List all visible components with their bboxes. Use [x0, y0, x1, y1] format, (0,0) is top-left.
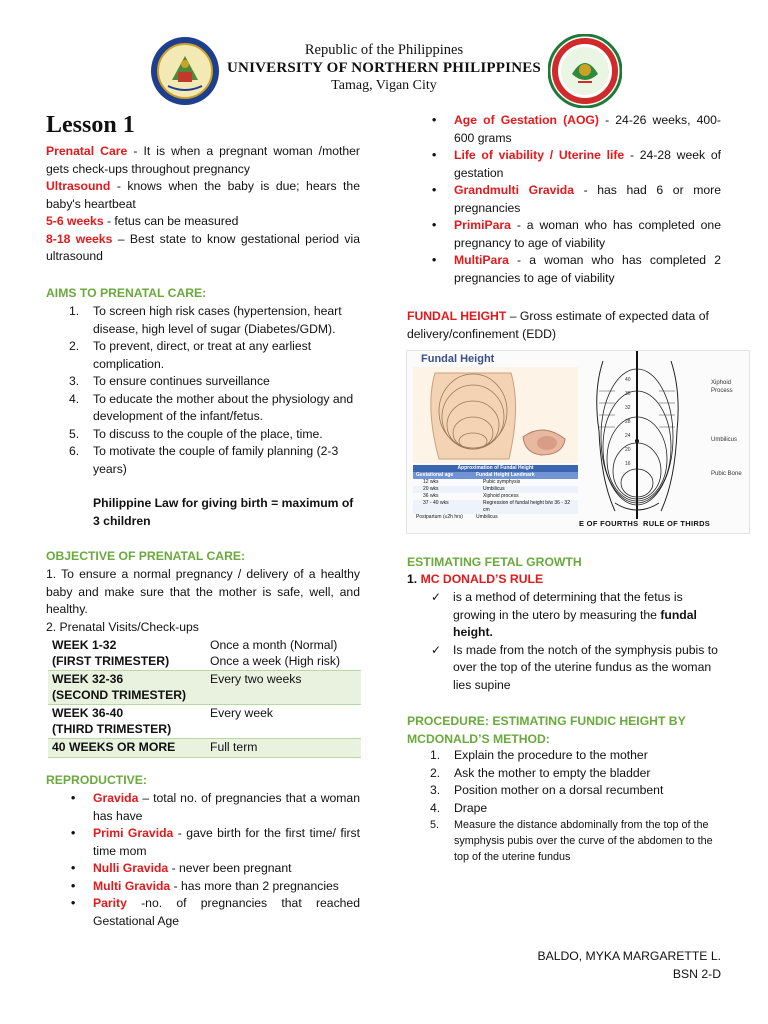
list-item: 1. Explain the procedure to the mother	[430, 748, 648, 762]
table-row: 20 wks Umbilicus	[413, 486, 578, 493]
table-row: Postpartum (≤2h hrs) Umbilicus	[416, 514, 498, 520]
procedure-list	[430, 747, 724, 865]
author-name: BALDO, MYKA MARGARETTE L.	[537, 949, 721, 963]
lesson-title: Lesson 1	[46, 112, 135, 138]
label-xiphoid-process: Xiphoid Process	[711, 380, 733, 394]
objective-heading: OBJECTIVE OF PRENATAL CARE:	[46, 549, 246, 563]
caption-rule-of-thirds: RULE OF THIRDS	[643, 519, 711, 528]
fetal-growth-heading: ESTIMATING FETAL GROWTH	[407, 555, 582, 569]
objective-item-2: 2. Prenatal Visits/Check-ups	[46, 620, 199, 634]
college-of-nursing-seal-logo	[548, 34, 622, 113]
list-item: 1. To screen high risk cases (hypertension, heart disease, high level of sugar (Diabetes/GDM).	[69, 304, 342, 336]
scale-label: 16	[625, 461, 631, 467]
list-item: • Multi Gravida - has more than 2 pregnancies	[71, 878, 339, 893]
scale-label: 20	[625, 447, 631, 453]
list-item: 3. Position mother on a dorsal recumbent	[430, 783, 664, 797]
list-item: • MultiPara - a woman who has completed 2 pregnancies to age of viability	[432, 253, 721, 285]
table-row: WEEK 36-40 (THIRD TRIMESTER) Every week	[48, 705, 361, 739]
list-item: 5. To discuss to the couple of the place, time.	[69, 426, 323, 441]
scale-label: 24	[625, 433, 631, 439]
table-row: 37 - 40 wks Regression of fundal height b/w 36 - 32 cm	[413, 500, 578, 514]
reproductive-list	[69, 790, 360, 930]
mcdonalds-rule-checks	[431, 589, 721, 694]
fundal-height-figure	[406, 350, 750, 534]
definition-5-6-weeks: 5-6 weeks - fetus can be measured	[46, 214, 239, 228]
list-item: • Parity -no. of pregnancies that reached Gestational Age	[71, 896, 360, 928]
checkmark-icon: ✓	[431, 590, 442, 604]
label-pubic-bone: Pubic Bone	[711, 471, 742, 477]
mcdonalds-rule-title: 1. MC DONALD’S RULE	[407, 572, 544, 586]
fundal-height-definition: FUNDAL HEIGHT – Gross estimate of expected data of delivery/confinement (EDD)	[407, 309, 709, 341]
list-item: • Life of viability / Uterine life - 24-28 week of gestation	[432, 148, 722, 180]
caption-rule-of-fourths: E OF FOURTHS	[579, 519, 639, 528]
definition-prenatal-care: Prenatal Care - It is when a pregnant woman /mother gets check-ups throughout pregnancy	[46, 144, 360, 176]
definition-8-18-weeks: 8-18 weeks – Best state to know gestational period via ultrasound	[46, 231, 361, 263]
republic-line: Republic of the Philippines	[304, 42, 464, 58]
philippine-law-note: Philippine Law for giving birth = maximum of 3 children	[93, 496, 354, 528]
definition-ultrasound: Ultrasound - knows when the baby is due; hears the baby's heartbeat	[46, 179, 360, 211]
list-item: • Grandmulti Gravida - has had 6 or more pregnancies	[432, 183, 721, 215]
aims-heading: AIMS TO PRENATAL CARE:	[46, 286, 207, 300]
university-location: Tamag, Vigan City	[331, 78, 437, 93]
table-row: 36 wks Xiphoid process	[423, 493, 519, 499]
author-section: BSN 2-D	[672, 967, 721, 981]
list-item: 4. Drape	[430, 800, 488, 815]
list-item: • PrimiPara - a woman who has completed one pregnancy to age of viability	[432, 218, 721, 250]
fundal-col-gestational-age: Gestational age	[416, 472, 454, 478]
prenatal-visits-table	[48, 637, 361, 758]
list-item: ✓ Is made from the notch of the symphysis pubis to over the top of the uterine fundus as the woman lies supine	[431, 642, 718, 692]
checkmark-icon: ✓	[431, 642, 442, 657]
fundal-approx-table	[413, 465, 578, 521]
scale-label: 28	[625, 419, 631, 425]
reproductive-heading: REPRODUCTIVE:	[46, 773, 147, 787]
table-row: 12 wks Pubic symphysis	[423, 479, 521, 485]
list-item: 3. To ensure continues surveillance	[69, 374, 270, 388]
abdomen-illustration	[413, 367, 578, 463]
list-item: 6. To motivate the couple of family planning (2-3 years)	[69, 444, 339, 476]
scale-label: 32	[625, 405, 631, 411]
table-row: WEEK 1-32 (FIRST TRIMESTER) Once a month (Normal) Once a week (High risk)	[48, 637, 361, 671]
list-item: • Nulli Gravida - never been pregnant	[71, 861, 292, 875]
figure-title: Fundal Height	[421, 353, 495, 365]
procedure-heading: PROCEDURE: ESTIMATING FUNDIC HEIGHT BY MCDONALD’S METHOD:	[407, 714, 686, 746]
table-row: WEEK 32-36 (SECOND TRIMESTER) Every two weeks	[48, 671, 361, 705]
list-item: • Gravida – total no. of pregnancies that a woman has have	[71, 791, 360, 823]
university-name: UNIVERSITY OF NORTHERN PHILIPPINES	[227, 60, 541, 76]
list-item: • Age of Gestation (AOG) - 24-26 weeks, 400-600 grams	[432, 113, 721, 145]
list-item: 4. To educate the mother about the physiology and development of the infant/fetus.	[69, 391, 354, 423]
list-item: ✓ is a method of determining that the fetus is growing in the utero by measuring the fundal height.	[431, 590, 697, 639]
fundal-table-title: Approximation of Fundal Height	[413, 465, 578, 472]
fundal-col-landmark: Fundal Height Landmark	[476, 472, 535, 478]
right-terms-list	[430, 112, 721, 287]
list-item: 2. To prevent, direct, or treat at any earliest complication.	[69, 339, 312, 371]
aims-list	[69, 303, 360, 478]
definitions-block	[46, 143, 360, 266]
list-item: 5. Measure the distance abdominally from the top of the symphysis pubis over the curve of the abdomen to the top of the uterine fundus	[430, 819, 713, 863]
objective-item-1: 1. To ensure a normal pregnancy / delivery of a healthy baby and make sure that the mother is safe, well, and healthy.	[46, 567, 360, 616]
list-item: 2. Ask the mother to empty the bladder	[430, 765, 651, 780]
label-umbilicus: Umbilicus	[711, 437, 738, 443]
scale-label: 40	[625, 377, 631, 383]
list-item: • Primi Gravida - gave birth for the first time/ first time mom	[71, 826, 360, 858]
scale-label: 36	[625, 391, 631, 397]
uterus-line-drawing	[585, 351, 705, 519]
table-row: 40 WEEKS OR MORE Full term	[48, 739, 361, 758]
